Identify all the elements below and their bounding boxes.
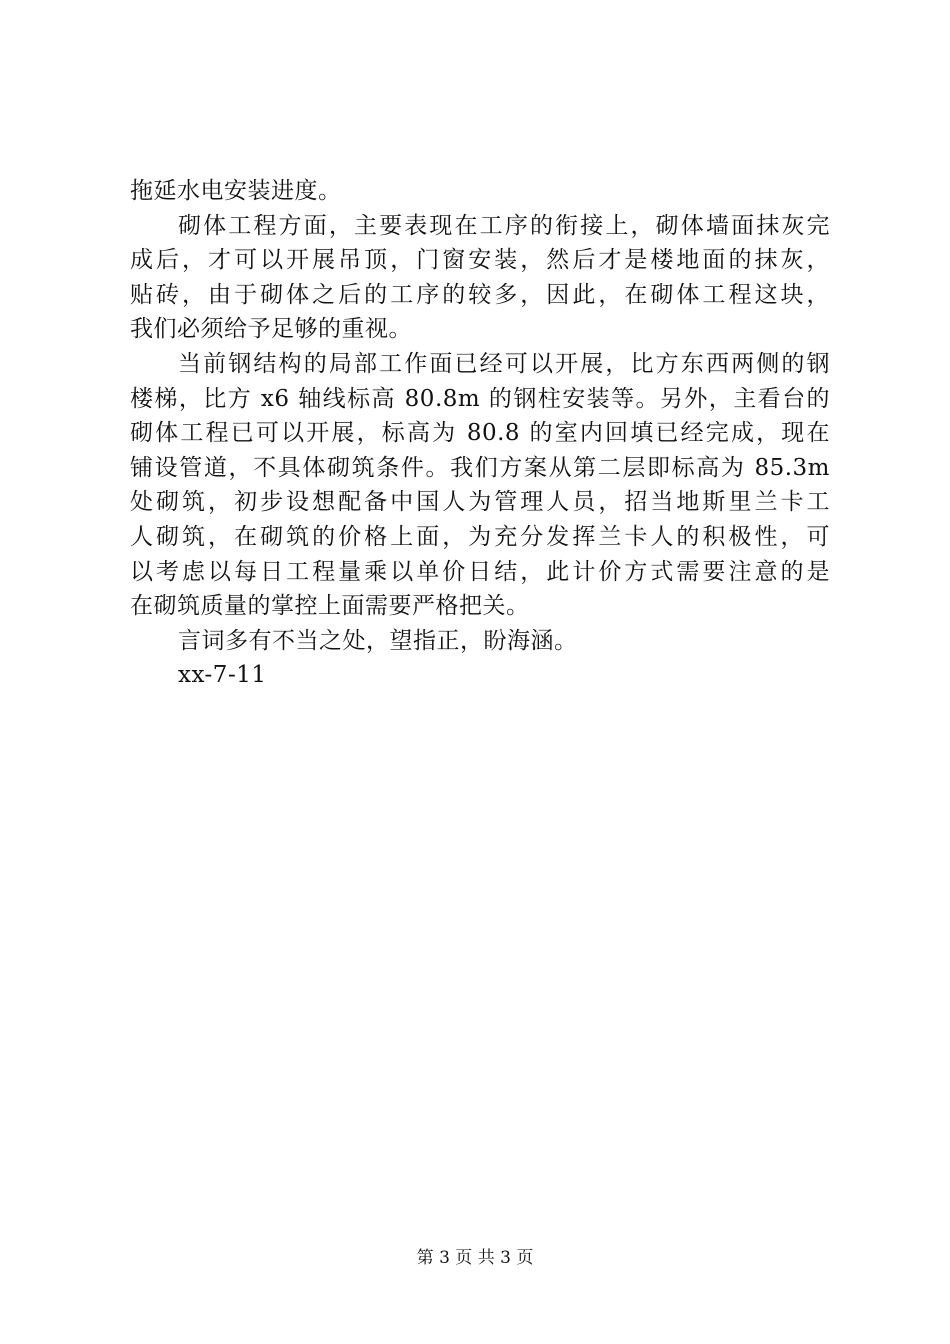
text-line: 成后，才可以开展吊顶，门窗安装，然后才是楼地面的抹灰， — [130, 247, 830, 274]
text-line: 当前钢结构的局部工作面已经可以开展，比方东西两侧的钢 — [178, 350, 830, 377]
document-body — [130, 174, 830, 693]
text-line: 拖延水电安装进度。 — [130, 178, 342, 204]
text-line: 在砌筑质量的掌控上面需要严格把关。 — [130, 593, 530, 620]
text-line: 铺设管道，不具体砌筑条件。我们方案从第二层即标高为 85.3m — [130, 454, 830, 481]
text-line: 砌体工程方面，主要表现在工序的衔接上，砌体墙面抹灰完 — [178, 212, 830, 239]
text-line: 砌体工程已可以开展，标高为 80.8 的室内回填已经完成，现在 — [130, 420, 830, 447]
text-line: 贴砖，由于砌体之后的工序的较多，因此，在砌体工程这块， — [130, 281, 830, 308]
date-line: xx-7-11 — [178, 662, 267, 689]
text-line: 我们必须给予足够的重视。 — [130, 316, 412, 343]
text-line: 以考虑以每日工程量乘以单价日结，此计价方式需要注意的是 — [130, 558, 830, 585]
page-number-footer: 第 3 页 共 3 页 — [416, 1248, 534, 1268]
closing-line: 言词多有不当之处，望指正，盼海涵。 — [178, 627, 578, 654]
text-line: 楼梯，比方 x6 轴线标高 80.8m 的钢柱安装等。另外，主看台的 — [130, 385, 830, 412]
text-line: 人砌筑，在砌筑的价格上面，为充分发挥兰卡人的积极性，可 — [130, 523, 830, 550]
text-line: 处砌筑，初步设想配备中国人为管理人员，招当地斯里兰卡工 — [130, 489, 830, 516]
